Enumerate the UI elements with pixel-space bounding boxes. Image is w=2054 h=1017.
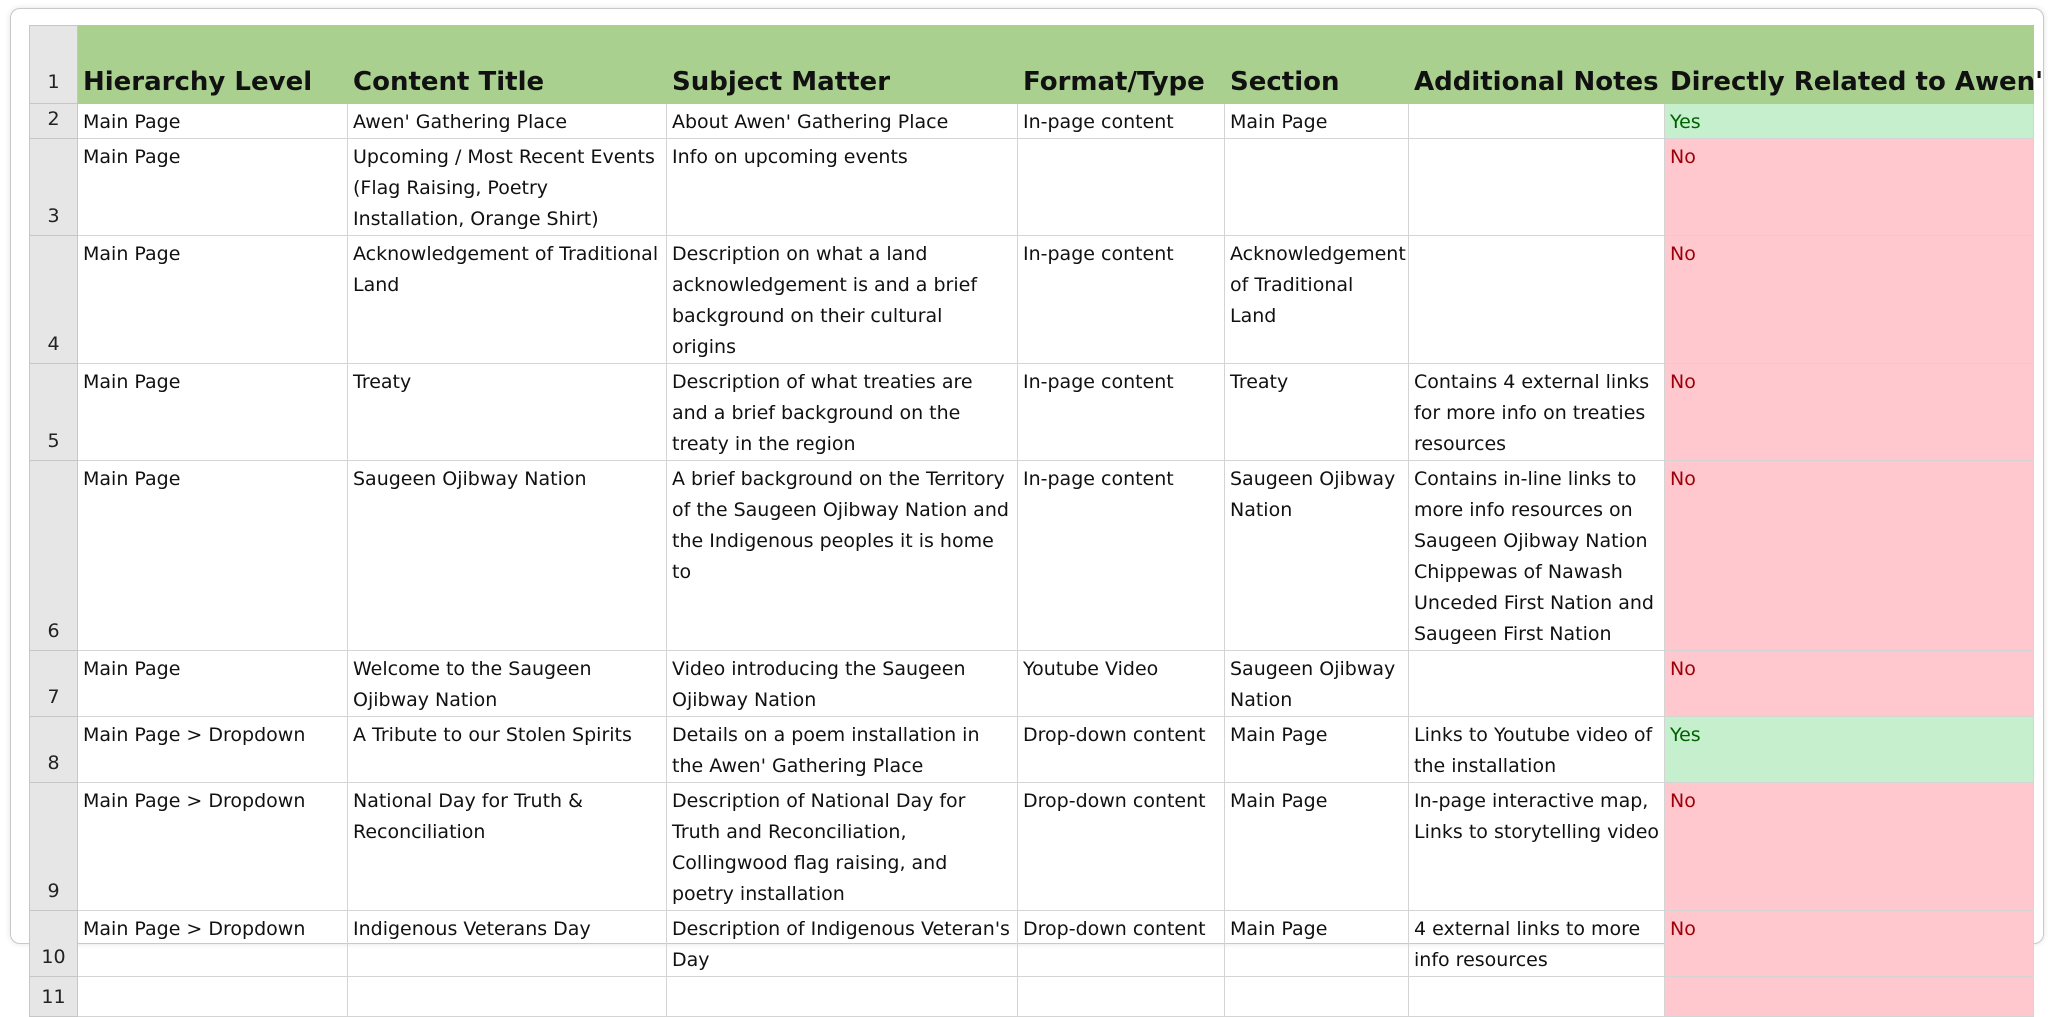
table-cell[interactable]: Links to Youtube video of the installation — [1409, 717, 1665, 783]
table-cell[interactable]: Main Page — [78, 236, 348, 364]
table-cell[interactable]: Main Page — [78, 651, 348, 717]
spreadsheet-grid — [29, 25, 2044, 1008]
related-status-cell[interactable] — [1665, 977, 2034, 1017]
table-row — [30, 461, 2034, 651]
table-cell[interactable]: Description of National Day for Truth and Reconciliation, Collingwood flag raising, and poetry installation — [667, 783, 1018, 911]
table-cell[interactable]: In-page interactive map, Links to storytelling video — [1409, 783, 1665, 911]
table-row — [30, 911, 2034, 977]
table-cell[interactable]: Main Page — [1225, 104, 1409, 139]
related-status-cell[interactable]: No — [1665, 783, 2034, 911]
table-cell[interactable]: Main Page > Dropdown — [78, 783, 348, 911]
row-number[interactable]: 6 — [30, 461, 78, 651]
table-cell[interactable]: Drop-down content — [1018, 783, 1225, 911]
table-cell[interactable] — [1409, 104, 1665, 139]
table-cell[interactable]: Info on upcoming events — [667, 139, 1018, 236]
related-status-cell[interactable]: No — [1665, 461, 2034, 651]
table-cell[interactable]: National Day for Truth & Reconciliation — [348, 783, 667, 911]
table-cell[interactable]: A Tribute to our Stolen Spirits — [348, 717, 667, 783]
table-cell[interactable]: Main Page — [78, 364, 348, 461]
table-cell[interactable] — [1409, 139, 1665, 236]
related-status-cell[interactable]: No — [1665, 364, 2034, 461]
table-cell[interactable] — [1225, 139, 1409, 236]
table-row — [30, 651, 2034, 717]
column-header[interactable]: Additional Notes — [1409, 26, 1665, 104]
table-row — [30, 139, 2034, 236]
row-number[interactable]: 1 — [30, 26, 78, 104]
row-number[interactable]: 4 — [30, 236, 78, 364]
table-row — [30, 977, 2034, 1017]
table-cell[interactable] — [1018, 139, 1225, 236]
table-cell[interactable] — [667, 977, 1018, 1017]
table-cell[interactable]: In-page content — [1018, 236, 1225, 364]
table-cell[interactable]: 4 external links to more info resources — [1409, 911, 1665, 977]
row-number[interactable]: 9 — [30, 783, 78, 911]
row-number[interactable]: 2 — [30, 104, 78, 139]
table-cell[interactable]: Main Page — [78, 461, 348, 651]
table-cell[interactable]: Contains in-line links to more info resources on Saugeen Ojibway Nation Chippewas of Nawash Unceded First Nation and Saugeen First Nation — [1409, 461, 1665, 651]
row-number[interactable]: 7 — [30, 651, 78, 717]
table-cell[interactable]: Treaty — [1225, 364, 1409, 461]
table-cell[interactable]: Treaty — [348, 364, 667, 461]
table-row — [30, 364, 2034, 461]
table-cell[interactable]: In-page content — [1018, 461, 1225, 651]
table-cell[interactable]: Acknowledgement of Traditional Land — [1225, 236, 1409, 364]
table-cell[interactable]: Saugeen Ojibway Nation — [1225, 461, 1409, 651]
table-cell[interactable]: About Awen' Gathering Place — [667, 104, 1018, 139]
table-row — [30, 717, 2034, 783]
spreadsheet-table — [29, 25, 2044, 1017]
related-status-cell[interactable]: Yes — [1665, 717, 2034, 783]
table-cell[interactable]: Details on a poem installation in the Awen' Gathering Place — [667, 717, 1018, 783]
table-cell[interactable] — [1409, 651, 1665, 717]
table-cell[interactable]: Drop-down content — [1018, 717, 1225, 783]
table-cell[interactable]: Contains 4 external links for more info on treaties resources — [1409, 364, 1665, 461]
table-cell[interactable]: Main Page — [1225, 717, 1409, 783]
table-cell[interactable]: Youtube Video — [1018, 651, 1225, 717]
row-number[interactable]: 3 — [30, 139, 78, 236]
row-number[interactable]: 5 — [30, 364, 78, 461]
column-header[interactable]: Format/Type — [1018, 26, 1225, 104]
related-status-cell[interactable]: No — [1665, 651, 2034, 717]
table-cell[interactable]: Main Page — [78, 104, 348, 139]
header-row — [30, 26, 2034, 104]
column-header[interactable]: Directly Related to Awen' — [1665, 26, 2034, 104]
table-cell[interactable]: In-page content — [1018, 364, 1225, 461]
table-cell[interactable]: Description of Indigenous Veteran's Day — [667, 911, 1018, 977]
table-cell[interactable]: Description of what treaties are and a brief background on the treaty in the region — [667, 364, 1018, 461]
row-number[interactable]: 11 — [30, 977, 78, 1017]
table-cell[interactable]: Indigenous Veterans Day — [348, 911, 667, 977]
table-cell[interactable]: Acknowledgement of Traditional Land — [348, 236, 667, 364]
table-cell[interactable] — [1225, 977, 1409, 1017]
table-cell[interactable]: Main Page — [1225, 911, 1409, 977]
table-cell[interactable] — [78, 977, 348, 1017]
column-header[interactable]: Subject Matter — [667, 26, 1018, 104]
table-cell[interactable]: Description on what a land acknowledgement is and a brief background on their cultural origins — [667, 236, 1018, 364]
related-status-cell[interactable]: No — [1665, 911, 2034, 977]
table-body — [30, 26, 2044, 1017]
table-row — [30, 783, 2034, 911]
table-cell[interactable]: Upcoming / Most Recent Events (Flag Raising, Poetry Installation, Orange Shirt) — [348, 139, 667, 236]
table-cell[interactable]: Saugeen Ojibway Nation — [1225, 651, 1409, 717]
screenshot-frame — [10, 8, 2044, 1008]
table-cell[interactable]: Drop-down content — [1018, 911, 1225, 977]
table-cell[interactable] — [1409, 977, 1665, 1017]
column-header[interactable]: Hierarchy Level — [78, 26, 348, 104]
table-row — [30, 236, 2034, 364]
related-status-cell[interactable]: No — [1665, 139, 2034, 236]
table-cell[interactable] — [1409, 236, 1665, 364]
column-header[interactable]: Content Title — [348, 26, 667, 104]
table-cell[interactable]: A brief background on the Territory of the Saugeen Ojibway Nation and the Indigenous peoples it is home to — [667, 461, 1018, 651]
row-number[interactable]: 8 — [30, 717, 78, 783]
table-cell[interactable]: Main Page — [78, 139, 348, 236]
table-cell[interactable]: Saugeen Ojibway Nation — [348, 461, 667, 651]
table-cell[interactable]: In-page content — [1018, 104, 1225, 139]
table-cell[interactable]: Awen' Gathering Place — [348, 104, 667, 139]
row-number[interactable]: 10 — [30, 911, 78, 977]
related-status-cell[interactable]: No — [1665, 236, 2034, 364]
related-status-cell[interactable]: Yes — [1665, 104, 2034, 139]
table-cell[interactable]: Welcome to the Saugeen Ojibway Nation — [348, 651, 667, 717]
table-cell[interactable] — [348, 977, 667, 1017]
table-cell[interactable]: Video introducing the Saugeen Ojibway Nation — [667, 651, 1018, 717]
table-cell[interactable]: Main Page — [1225, 783, 1409, 911]
table-row — [30, 104, 2034, 139]
column-header[interactable]: Section — [1225, 26, 1409, 104]
table-cell[interactable] — [1018, 977, 1225, 1017]
table-cell[interactable]: Main Page > Dropdown — [78, 717, 348, 783]
table-cell[interactable]: Main Page > Dropdown — [78, 911, 348, 977]
